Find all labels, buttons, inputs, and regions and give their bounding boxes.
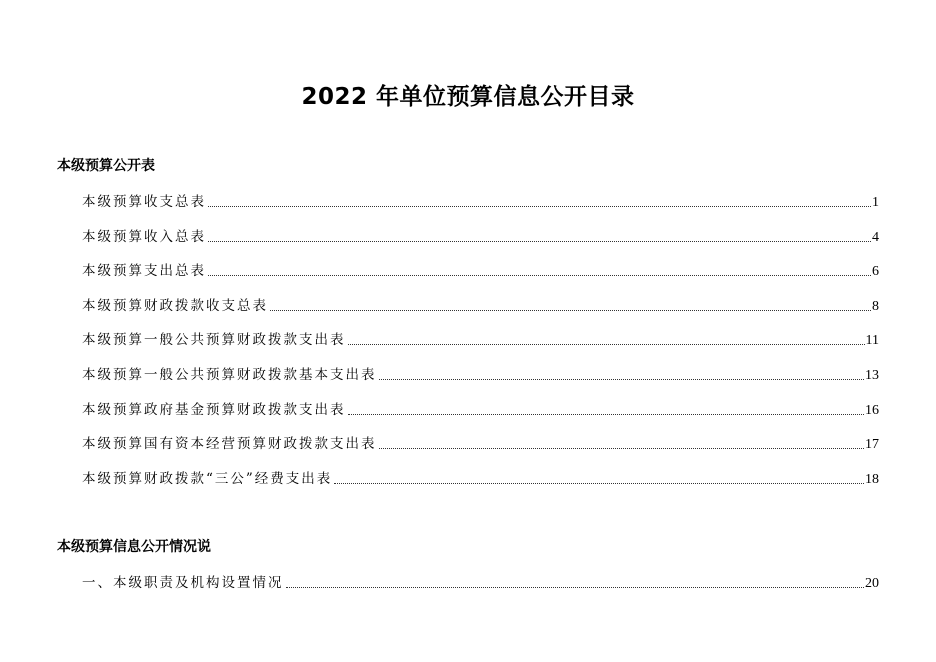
toc-entry[interactable] [82, 467, 879, 487]
toc-entry-label: 本级预算收支总表 [82, 194, 206, 210]
toc-entry-page-number: 11 [865, 333, 879, 348]
toc-entry[interactable] [82, 294, 879, 314]
toc-entry-page-number: 17 [865, 437, 879, 452]
toc-entry[interactable] [82, 432, 879, 452]
toc-entry-label: 本级预算国有资本经营预算财政拨款支出表 [82, 436, 377, 452]
toc-entry-page-number: 6 [872, 264, 879, 279]
dot-leader [208, 206, 871, 207]
toc-entry-page-number: 1 [872, 195, 879, 210]
toc-entry-label: 一、本级职责及机构设置情况 [82, 575, 284, 591]
toc-entry-label: 本级预算财政拨款收支总表 [82, 298, 268, 314]
dot-leader [208, 241, 871, 242]
toc-entry-label: 本级预算一般公共预算财政拨款基本支出表 [82, 367, 377, 383]
toc-entry-label: 本级预算财政拨款“三公”经费支出表 [82, 471, 333, 487]
section-heading-budget-tables: 本级预算公开表 [57, 158, 155, 174]
dot-leader [348, 414, 865, 415]
dot-leader [286, 587, 865, 588]
dot-leader [348, 344, 865, 345]
toc-entry[interactable] [82, 398, 879, 418]
document-title: 2022 年单位预算信息公开目录 [301, 84, 635, 110]
toc-entry-label: 本级预算一般公共预算财政拨款支出表 [82, 332, 346, 348]
toc-entry[interactable] [82, 190, 879, 210]
section-heading-disclosure-notes: 本级预算信息公开情况说 [57, 539, 211, 555]
dot-leader [334, 483, 864, 484]
toc-entry[interactable] [82, 363, 879, 383]
toc-entry-page-number: 4 [872, 230, 879, 245]
toc-entry-label: 本级预算支出总表 [82, 263, 206, 279]
toc-entry-page-number: 8 [872, 299, 879, 314]
dot-leader [208, 275, 871, 276]
toc-entry-page-number: 20 [865, 576, 879, 591]
toc-entry-label: 本级预算收入总表 [82, 229, 206, 245]
toc-entry[interactable] [82, 225, 879, 245]
toc-entry-page-number: 18 [865, 472, 879, 487]
dot-leader [379, 448, 865, 449]
dot-leader [379, 379, 865, 380]
toc-entry[interactable] [82, 259, 879, 279]
dot-leader [270, 310, 871, 311]
toc-entry[interactable] [82, 571, 879, 591]
toc-entry-label: 本级预算政府基金预算财政拨款支出表 [82, 402, 346, 418]
toc-entry[interactable] [82, 328, 879, 348]
toc-entry-page-number: 13 [865, 368, 879, 383]
toc-entry-page-number: 16 [865, 403, 879, 418]
